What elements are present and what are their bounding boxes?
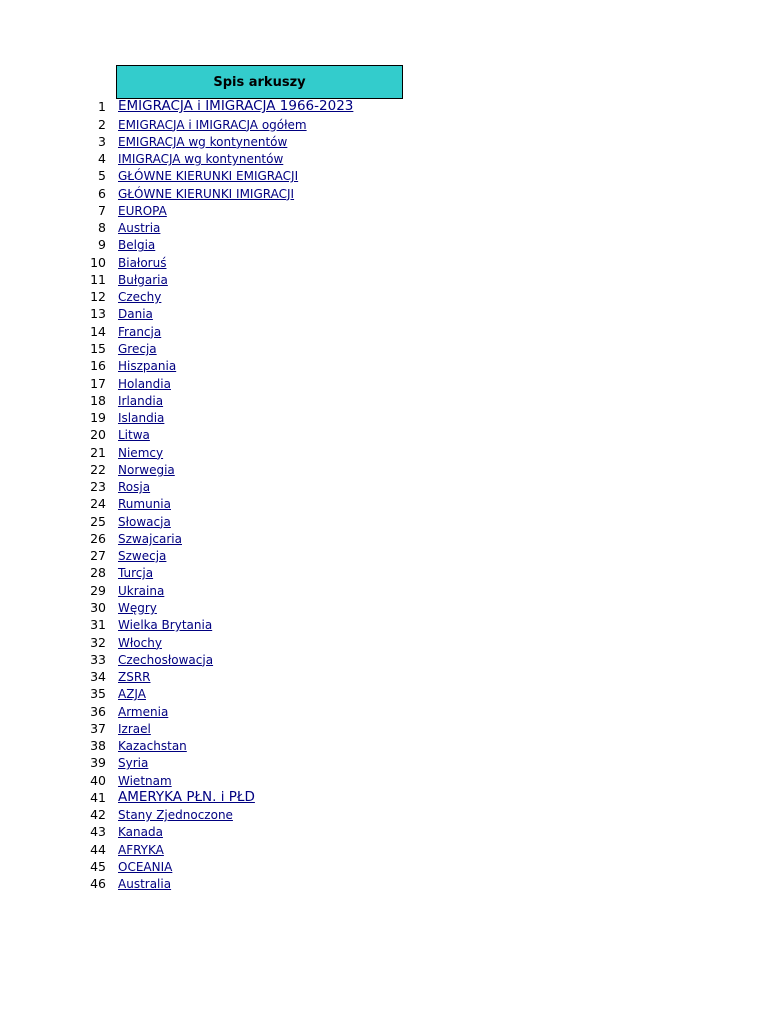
sheet-link[interactable]: Syria (118, 756, 149, 771)
sheet-link-row (0, 254, 768, 271)
sheet-link-row (0, 237, 768, 254)
row-number: 19 (90, 410, 106, 426)
sheet-link[interactable]: Turcja (118, 566, 154, 581)
sheet-link-row (0, 479, 768, 496)
row-number: 46 (90, 876, 106, 892)
row-number: 30 (90, 599, 106, 615)
row-number: 5 (98, 168, 106, 184)
sheet-link[interactable]: Kanada (118, 825, 163, 840)
sheet-link-row (0, 462, 768, 479)
sheet-link[interactable]: Dania (118, 307, 153, 322)
row-number: 7 (98, 202, 106, 218)
row-number: 28 (90, 565, 106, 581)
row-number: 42 (90, 807, 106, 823)
sheet-link-row (0, 669, 768, 686)
row-number: 32 (90, 634, 106, 650)
sheet-index-header (116, 65, 403, 99)
sheet-link-row (0, 565, 768, 582)
row-number: 41 (90, 789, 106, 805)
sheet-link-row (0, 790, 768, 807)
row-number: 13 (90, 306, 106, 322)
row-number: 43 (90, 824, 106, 840)
row-number: 29 (90, 582, 106, 598)
sheet-link[interactable]: EMIGRACJA i IMIGRACJA ogółem (118, 117, 307, 132)
sheet-link-row (0, 513, 768, 530)
sheet-link[interactable]: GŁÓWNE KIERUNKI EMIGRACJI (118, 169, 299, 184)
sheet-link-row (0, 600, 768, 617)
sheet-link-row (0, 358, 768, 375)
sheet-link[interactable]: ZSRR (118, 670, 151, 685)
row-number: 15 (90, 340, 106, 356)
sheet-link[interactable]: AFRYKA (118, 842, 164, 857)
sheet-link-row (0, 582, 768, 599)
sheet-link[interactable]: Izrael (118, 721, 151, 736)
sheet-link[interactable]: Szwajcaria (118, 531, 182, 546)
row-number: 38 (90, 738, 106, 754)
sheet-link-row (0, 427, 768, 444)
sheet-link[interactable]: EMIGRACJA wg kontynentów (118, 134, 288, 149)
sheet-link[interactable]: Szwecja (118, 549, 167, 564)
sheet-index-title: Spis arkuszy (213, 74, 306, 90)
sheet-link-row (0, 686, 768, 703)
sheet-link[interactable]: IMIGRACJA wg kontynentów (118, 152, 284, 167)
row-number: 21 (90, 444, 106, 460)
row-number: 40 (90, 772, 106, 788)
sheet-link-row (0, 824, 768, 841)
sheet-link-row (0, 185, 768, 202)
sheet-link-row (0, 721, 768, 738)
sheet-link-row (0, 375, 768, 392)
sheet-link-row (0, 444, 768, 461)
sheet-link-row (0, 841, 768, 858)
sheet-link-row (0, 548, 768, 565)
sheet-link[interactable]: Włochy (118, 635, 162, 650)
sheet-link-row (0, 634, 768, 651)
sheet-link[interactable]: Francja (118, 324, 162, 339)
row-number: 37 (90, 720, 106, 736)
sheet-link[interactable]: Rosja (118, 480, 151, 495)
sheet-link[interactable]: OCEANIA (118, 859, 173, 874)
row-number: 24 (90, 496, 106, 512)
sheet-link-row (0, 341, 768, 358)
row-number: 34 (90, 669, 106, 685)
sheet-link-row (0, 876, 768, 893)
sheet-link-row (0, 531, 768, 548)
row-number: 36 (90, 703, 106, 719)
row-number: 16 (90, 358, 106, 374)
sheet-link-row (0, 203, 768, 220)
sheet-link-row (0, 755, 768, 772)
sheet-link-row (0, 99, 768, 116)
sheet-link-row (0, 289, 768, 306)
sheet-link-row (0, 151, 768, 168)
sheet-link-row (0, 393, 768, 410)
row-number: 1 (98, 99, 106, 115)
row-number: 10 (90, 254, 106, 270)
sheet-link[interactable]: Norwegia (118, 462, 175, 477)
sheet-link[interactable]: Australia (118, 877, 172, 892)
sheet-link-row (0, 652, 768, 669)
sheet-link[interactable]: Litwa (118, 428, 150, 443)
sheet-link[interactable]: Ukraina (118, 583, 165, 598)
sheet-link[interactable]: Niemcy (118, 445, 164, 460)
sheet-link[interactable]: AZJA (118, 687, 146, 702)
row-number: 33 (90, 651, 106, 667)
sheet-link[interactable]: Kazachstan (118, 739, 187, 754)
sheet-link[interactable]: EMIGRACJA i IMIGRACJA 1966-2023 (118, 98, 354, 115)
sheet-link-row (0, 410, 768, 427)
sheet-link[interactable]: Białoruś (118, 255, 167, 270)
sheet-link-row (0, 116, 768, 133)
sheet-link-row (0, 496, 768, 513)
sheet-link[interactable]: Holandia (118, 376, 171, 391)
sheet-link[interactable]: Irlandia (118, 393, 164, 408)
sheet-link[interactable]: Węgry (118, 600, 157, 615)
row-number: 8 (98, 220, 106, 236)
row-number: 3 (98, 133, 106, 149)
row-number: 22 (90, 461, 106, 477)
sheet-link-row (0, 738, 768, 755)
sheet-link[interactable]: EUROPA (118, 203, 167, 218)
row-number: 18 (90, 392, 106, 408)
row-number: 12 (90, 289, 106, 305)
row-number: 9 (98, 237, 106, 253)
sheet-link-row (0, 859, 768, 876)
row-number: 27 (90, 548, 106, 564)
sheet-link[interactable]: Grecja (118, 341, 157, 356)
sheet-link[interactable]: Wielka Brytania (118, 618, 213, 633)
sheet-link[interactable]: Wietnam (118, 773, 172, 788)
row-number: 14 (90, 323, 106, 339)
row-number: 31 (90, 617, 106, 633)
sheet-link-row (0, 703, 768, 720)
row-number: 17 (90, 375, 106, 391)
row-number: 45 (90, 858, 106, 874)
row-number: 6 (98, 185, 106, 201)
sheet-link-row (0, 306, 768, 323)
sheet-link[interactable]: AMERYKA PŁN. i PŁD (118, 788, 255, 805)
sheet-link[interactable]: Bułgaria (118, 272, 168, 287)
sheet-link[interactable]: Islandia (118, 411, 165, 426)
sheet-link-row (0, 272, 768, 289)
row-number: 25 (90, 513, 106, 529)
row-number: 39 (90, 755, 106, 771)
row-number: 11 (90, 271, 106, 287)
sheet-link[interactable]: Czechy (118, 290, 162, 305)
sheet-link[interactable]: Czechosłowacja (118, 652, 214, 667)
sheet-link[interactable]: Stany Zjednoczone (118, 808, 233, 823)
sheet-link[interactable]: GŁÓWNE KIERUNKI IMIGRACJI (118, 186, 295, 201)
sheet-link-row (0, 807, 768, 824)
sheet-link-row (0, 134, 768, 151)
row-number: 44 (90, 841, 106, 857)
sheet-link[interactable]: Hiszpania (118, 359, 177, 374)
row-number: 23 (90, 479, 106, 495)
row-number: 35 (90, 686, 106, 702)
sheet-link-list (0, 99, 768, 893)
sheet-link[interactable]: Armenia (118, 704, 169, 719)
sheet-link[interactable]: Austria (118, 221, 161, 236)
sheet-link-row (0, 323, 768, 340)
row-number: 26 (90, 530, 106, 546)
sheet-link-row (0, 220, 768, 237)
sheet-link[interactable]: Rumunia (118, 497, 171, 512)
sheet-link-row (0, 168, 768, 185)
sheet-link[interactable]: Belgia (118, 238, 156, 253)
row-number: 20 (90, 427, 106, 443)
row-number: 2 (98, 116, 106, 132)
sheet-link-row (0, 617, 768, 634)
row-number: 4 (98, 151, 106, 167)
sheet-link-row (0, 772, 768, 789)
sheet-link[interactable]: Słowacja (118, 514, 171, 529)
